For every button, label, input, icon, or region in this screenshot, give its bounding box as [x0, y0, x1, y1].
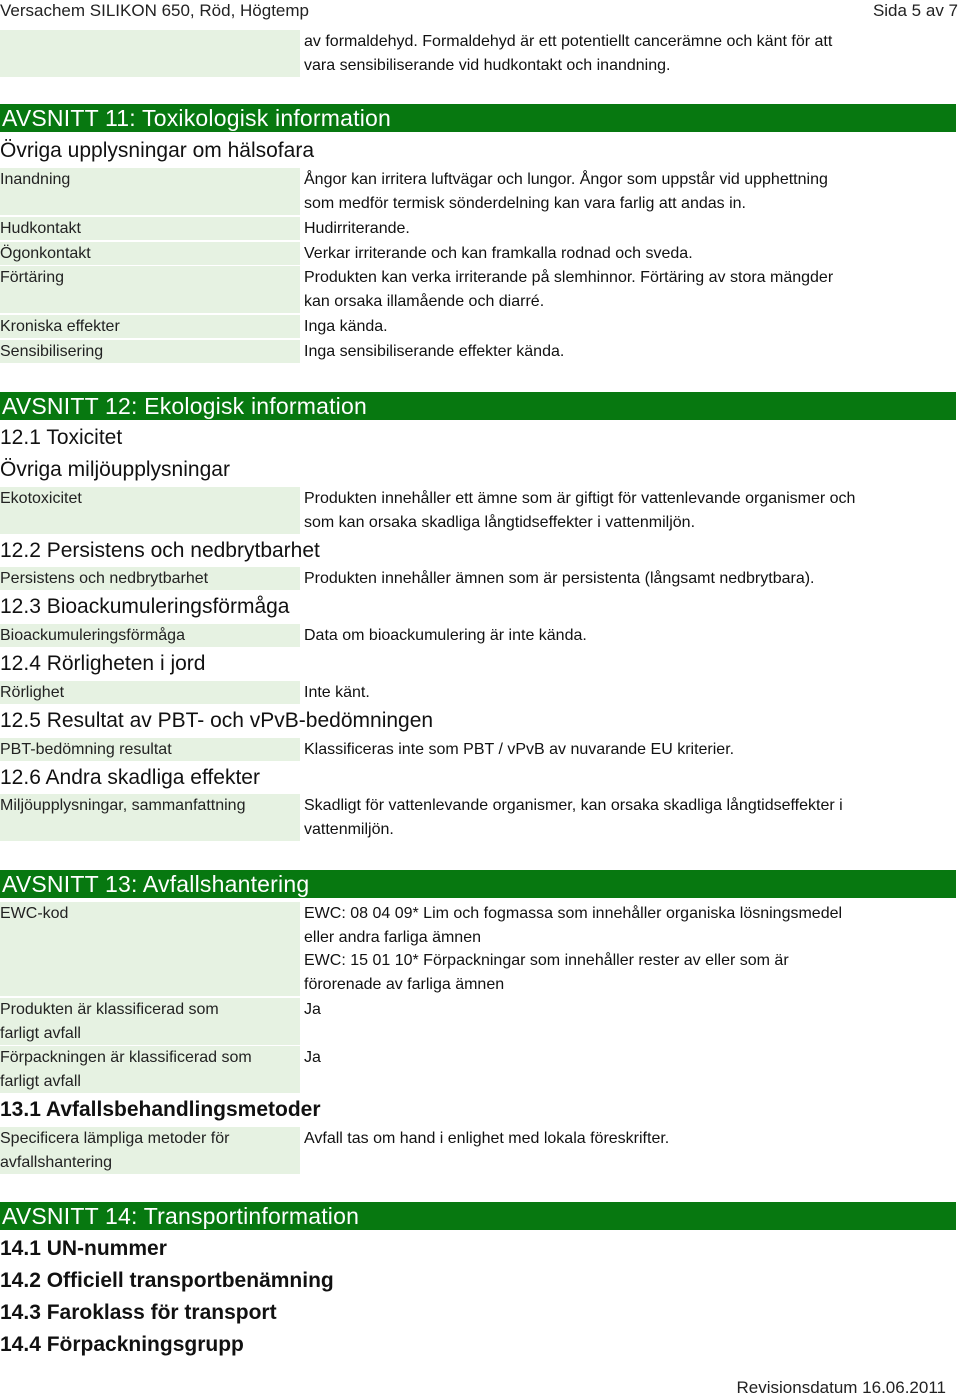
label-rorlighet: Rörlighet	[0, 681, 300, 704]
label-pbt: PBT-bedömning resultat	[0, 738, 300, 761]
value-produkt-farligt-avfall: Ja	[304, 1001, 321, 1018]
label-fortaring: Förtäring	[0, 266, 300, 313]
value-ewc-kod: EWC: 08 04 09* Lim och fogmassa som innehåller organiska lösningsmedel eller andra farliga ämnen EWC: 15 01 10* Förpackningar som innehåller rester av eller som är förorenade av farliga ämnen	[304, 905, 843, 993]
section-11-subtitle: Övriga upplysningar om hälsofara	[0, 139, 314, 162]
label-cell-empty	[0, 30, 300, 77]
section-13-header: AVSNITT 13: Avfallshantering	[0, 870, 956, 898]
heading-12-5: 12.5 Resultat av PBT- och vPvB-bedömningen	[0, 709, 434, 732]
subtitle-12-1: Övriga miljöupplysningar	[0, 458, 230, 481]
value-ogonkontakt: Verkar irriterande och kan framkalla rodnad och sveda.	[304, 245, 693, 262]
heading-14-2: 14.2 Officiell transportbenämning	[0, 1269, 334, 1292]
heading-12-4: 12.4 Rörligheten i jord	[0, 652, 206, 675]
heading-12-3: 12.3 Bioackumuleringsförmåga	[0, 595, 290, 618]
section-12-header: AVSNITT 12: Ekologisk information	[0, 392, 956, 420]
heading-14-4: 14.4 Förpackningsgrupp	[0, 1333, 244, 1356]
section-14-header: AVSNITT 14: Transportinformation	[0, 1202, 956, 1230]
revision-date: Revisionsdatum 16.06.2011	[736, 1378, 946, 1397]
label-hudkontakt: Hudkontakt	[0, 217, 300, 240]
value-hudkontakt: Hudirriterande.	[304, 220, 410, 237]
value-ekotoxicitet: Produkten innehåller ett ämne som är giftigt för vattenlevande organismer och som kan orsaka skadliga långtidseffekter i vattenmiljön.	[304, 490, 856, 531]
label-miljoupplysningar: Miljöupplysningar, sammanfattning	[0, 794, 300, 841]
label-persistens: Persistens och nedbrytbarhet	[0, 567, 300, 590]
label-bioackumulering: Bioackumuleringsförmåga	[0, 624, 300, 647]
label-ewc-kod: EWC-kod	[0, 902, 300, 996]
value-rorlighet: Inte känt.	[304, 684, 370, 701]
heading-12-2: 12.2 Persistens och nedbrytbarhet	[0, 539, 320, 562]
heading-12-1: 12.1 Toxicitet	[0, 426, 123, 449]
heading-12-6: 12.6 Andra skadliga effekter	[0, 766, 260, 789]
value-avfallshantering: Avfall tas om hand i enlighet med lokala föreskrifter.	[304, 1130, 670, 1147]
label-kroniska-effekter: Kroniska effekter	[0, 315, 300, 338]
value-sensibilisering: Inga sensibiliserande effekter kända.	[304, 343, 565, 360]
label-forpackning-farligt-avfall: Förpackningen är klassificerad som farligt avfall	[0, 1046, 300, 1093]
section-11-header: AVSNITT 11: Toxikologisk information	[0, 104, 956, 132]
value-persistens: Produkten innehåller ämnen som är persistenta (långsamt nedbrytbara).	[304, 570, 815, 587]
label-ogonkontakt: Ögonkontakt	[0, 242, 300, 265]
label-inandning: Inandning	[0, 168, 300, 215]
value-bioackumulering: Data om bioackumulering är inte kända.	[304, 627, 587, 644]
heading-14-1: 14.1 UN-nummer	[0, 1237, 167, 1260]
document-title: Versachem SILIKON 650, Röd, Högtemp	[0, 1, 309, 20]
value-forpackning-farligt-avfall: Ja	[304, 1049, 321, 1066]
label-produkt-farligt-avfall: Produkten är klassificerad som farligt avfall	[0, 998, 300, 1045]
intro-text: av formaldehyd. Formaldehyd är ett potentiellt cancerämne och känt för att vara sensibiliserande vid hudkontakt och inandning.	[304, 33, 833, 74]
value-fortaring: Produkten kan verka irriterande på slemhinnor. Förtäring av stora mängder kan orsaka illamående och diarré.	[304, 269, 834, 310]
heading-14-3: 14.3 Faroklass för transport	[0, 1301, 277, 1324]
value-kroniska-effekter: Inga kända.	[304, 318, 388, 335]
value-pbt: Klassificeras inte som PBT / vPvB av nuvarande EU kriterier.	[304, 741, 735, 758]
label-sensibilisering: Sensibilisering	[0, 340, 300, 363]
value-miljoupplysningar: Skadligt för vattenlevande organismer, kan orsaka skadliga långtidseffekter i vattenmiljön.	[304, 797, 843, 838]
label-ekotoxicitet: Ekotoxicitet	[0, 487, 300, 534]
page-number: Sida 5 av 7	[872, 1, 958, 20]
value-inandning: Ångor kan irritera luftvägar och lungor. Ångor som uppstår vid upphettning som medför termisk sönderdelning kan vara farlig att andas in.	[304, 171, 828, 212]
heading-13-1: 13.1 Avfallsbehandlingsmetoder	[0, 1098, 321, 1121]
label-avfallshantering: Specificera lämpliga metoder för avfallshantering	[0, 1127, 300, 1174]
